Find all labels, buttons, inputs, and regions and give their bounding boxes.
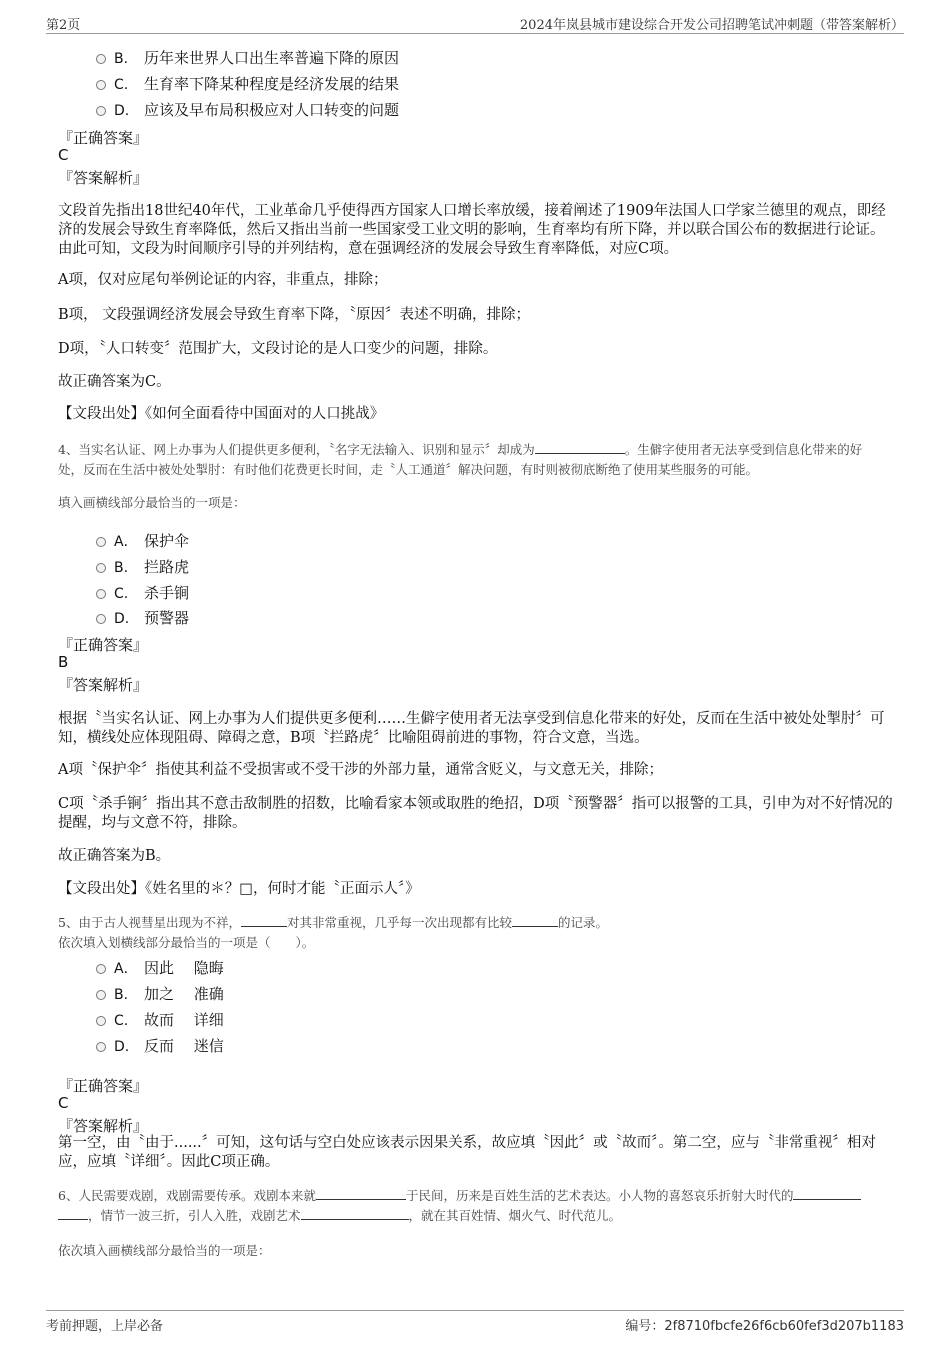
q4-stem: 4、当实名认证、网上办事为人们提供更多便利，〝名字无法输入、识别和显示〞却成为 。生僻字使用者无法享受到信息化带来的好 处，反而在生活中被处处掣肘：有时他们花费更长时间，走〝人工通道〞解决问题，有时则被彻底断绝了使用某些服务的可能。	[58, 442, 863, 477]
q4-prompt: 填入画横线部分最恰当的一项是：	[58, 495, 246, 510]
blank-line	[241, 913, 287, 927]
q4-analysis-label: 『答案解析』	[58, 676, 149, 694]
radio-icon[interactable]	[96, 990, 106, 1000]
q4-analysis-paragraph: A项〝保护伞〞指使其利益不受损害或不受干涉的外部力量，通常含贬义，与文意无关，排除；	[58, 762, 663, 778]
q4-option-d[interactable]: D. 预警器	[96, 607, 189, 628]
q5-prompt: 依次填入划横线部分最恰当的一项是（ ）。	[58, 935, 315, 950]
q3-source: 【文段出处】《如何全面看待中国面对的人口挑战》	[58, 406, 385, 422]
q3-conclusion: 故正确答案为C。	[58, 374, 171, 390]
q5-option-b[interactable]: B. 加之 准确	[96, 983, 224, 1004]
q5-analysis-label: 『答案解析』	[58, 1117, 149, 1135]
blank-line	[58, 1206, 88, 1220]
radio-icon[interactable]	[96, 964, 106, 974]
q3-answer: C	[58, 146, 69, 164]
radio-icon[interactable]	[96, 54, 106, 64]
blank-line	[316, 1186, 406, 1200]
q3-analysis-paragraph: D项，〝人口转变〞范围扩大，文段讨论的是人口变少的问题，排除。	[58, 341, 498, 357]
radio-icon[interactable]	[96, 80, 106, 90]
radio-icon[interactable]	[96, 614, 106, 624]
q3-analysis-paragraph: A项，仅对应尾句举例论证的内容，非重点，排除；	[58, 272, 388, 288]
radio-icon[interactable]	[96, 1016, 106, 1026]
q5-stem: 5、由于古人视彗星出现为不祥， 对其非常重视，几乎每一次出现都有比较 的记录。	[58, 915, 608, 930]
q3-option-b[interactable]: B. 历年来世界人口出生率普遍下降的原因	[96, 47, 399, 68]
q4-analysis-paragraph: 根据〝当实名认证、网上办事为人们提供更多便利……生僻字使用者无法享受到信息化带来的好处，反而在生活中被处处掣肘〞可知，横线处应体现阻碍、障碍之意，B项〝拦路虎〞比喻阻碍前进的事物，符合文意，当选。	[58, 711, 885, 746]
q5-option-a[interactable]: A． 因此 隐晦	[96, 957, 224, 978]
q3-answer-label: 『正确答案』	[58, 129, 149, 147]
q3-analysis-label: 『答案解析』	[58, 169, 149, 187]
blank-line	[301, 1206, 409, 1220]
q4-source: 【文段出处】《姓名里的＊？□，何时才能〝正面示人〞》	[58, 881, 420, 897]
radio-icon[interactable]	[96, 106, 106, 116]
q3-analysis-paragraph: 文段首先指出18世纪40年代，工业革命几乎使得西方国家人口增长率放缓，接着阐述了1909年法国人口学家兰德里的观点，即经济的发展会导致生育率降低，然后又指出当前一些国家受工业文明的影响，生育率均有所下降，并以联合国公布的数据进行论证。由此可知，文段为时间顺序引导的并列结构，意在强调经济的发展会导致生育率降低，对应C项。	[58, 203, 886, 257]
radio-icon[interactable]	[96, 563, 106, 573]
q3-option-d[interactable]: D. 应该及早布局积极应对人口转变的问题	[96, 99, 399, 120]
q4-answer-label: 『正确答案』	[58, 636, 149, 654]
q4-conclusion: 故正确答案为B。	[58, 848, 171, 864]
q3-analysis-paragraph: B项， 文段强调经济发展会导致生育率下降，〝原因〞表述不明确，排除；	[58, 307, 531, 323]
page-header	[46, 10, 904, 34]
q4-option-c[interactable]: C. 杀手锏	[96, 582, 189, 603]
blank-line	[793, 1186, 861, 1200]
q4-option-b[interactable]: B. 拦路虎	[96, 556, 189, 577]
blank-line	[535, 440, 625, 454]
document-id: 编号：2f8710fbcfe26f6cb60fef3d207b1183	[625, 1319, 904, 1334]
page-number: 第2页	[46, 18, 81, 33]
blank-line	[512, 913, 558, 927]
q5-answer-label: 『正确答案』	[58, 1077, 149, 1095]
q5-option-d[interactable]: D. 反而 迷信	[96, 1035, 224, 1056]
q4-answer: B	[58, 653, 69, 671]
q5-analysis-paragraph: 第一空，由〝由于......〞可知，这句话与空白处应该表示因果关系，故应填〝因此〞或〝故而〞。第二空，应与〝非常重视〞相对应，应填〝详细〞。因此C项正确。	[58, 1135, 876, 1170]
document-title: 2024年岚县城市建设综合开发公司招聘笔试冲刺题（带答案解析）	[519, 18, 904, 33]
radio-icon[interactable]	[96, 537, 106, 547]
footer-slogan: 考前押题，上岸必备	[46, 1319, 164, 1334]
q3-option-c[interactable]: C. 生育率下降某种程度是经济发展的结果	[96, 73, 399, 94]
q5-answer: C	[58, 1094, 69, 1112]
q4-analysis-paragraph: C项〝杀手锏〞指出其不意击敌制胜的招数，比喻看家本领或取胜的绝招，D项〝预警器〞指可以报警的工具，引申为对不好情况的提醒，均与文意不符，排除。	[58, 796, 893, 831]
page-footer	[46, 1310, 904, 1334]
q4-option-a[interactable]: A． 保护伞	[96, 530, 189, 551]
radio-icon[interactable]	[96, 589, 106, 599]
q6-prompt: 依次填入画横线部分最恰当的一项是：	[58, 1243, 271, 1258]
radio-icon[interactable]	[96, 1042, 106, 1052]
q6-stem: 6、人民需要戏剧，戏剧需要传承。戏剧本来就 于民间，历来是百姓生活的艺术表达。小人物的喜怒哀乐折射大时代的 ，情节一波三折，引人入胜，戏剧艺术 ，就在其百姓情、烟火气、时代范儿。	[58, 1186, 900, 1226]
q5-option-c[interactable]: C. 故而 详细	[96, 1009, 224, 1030]
